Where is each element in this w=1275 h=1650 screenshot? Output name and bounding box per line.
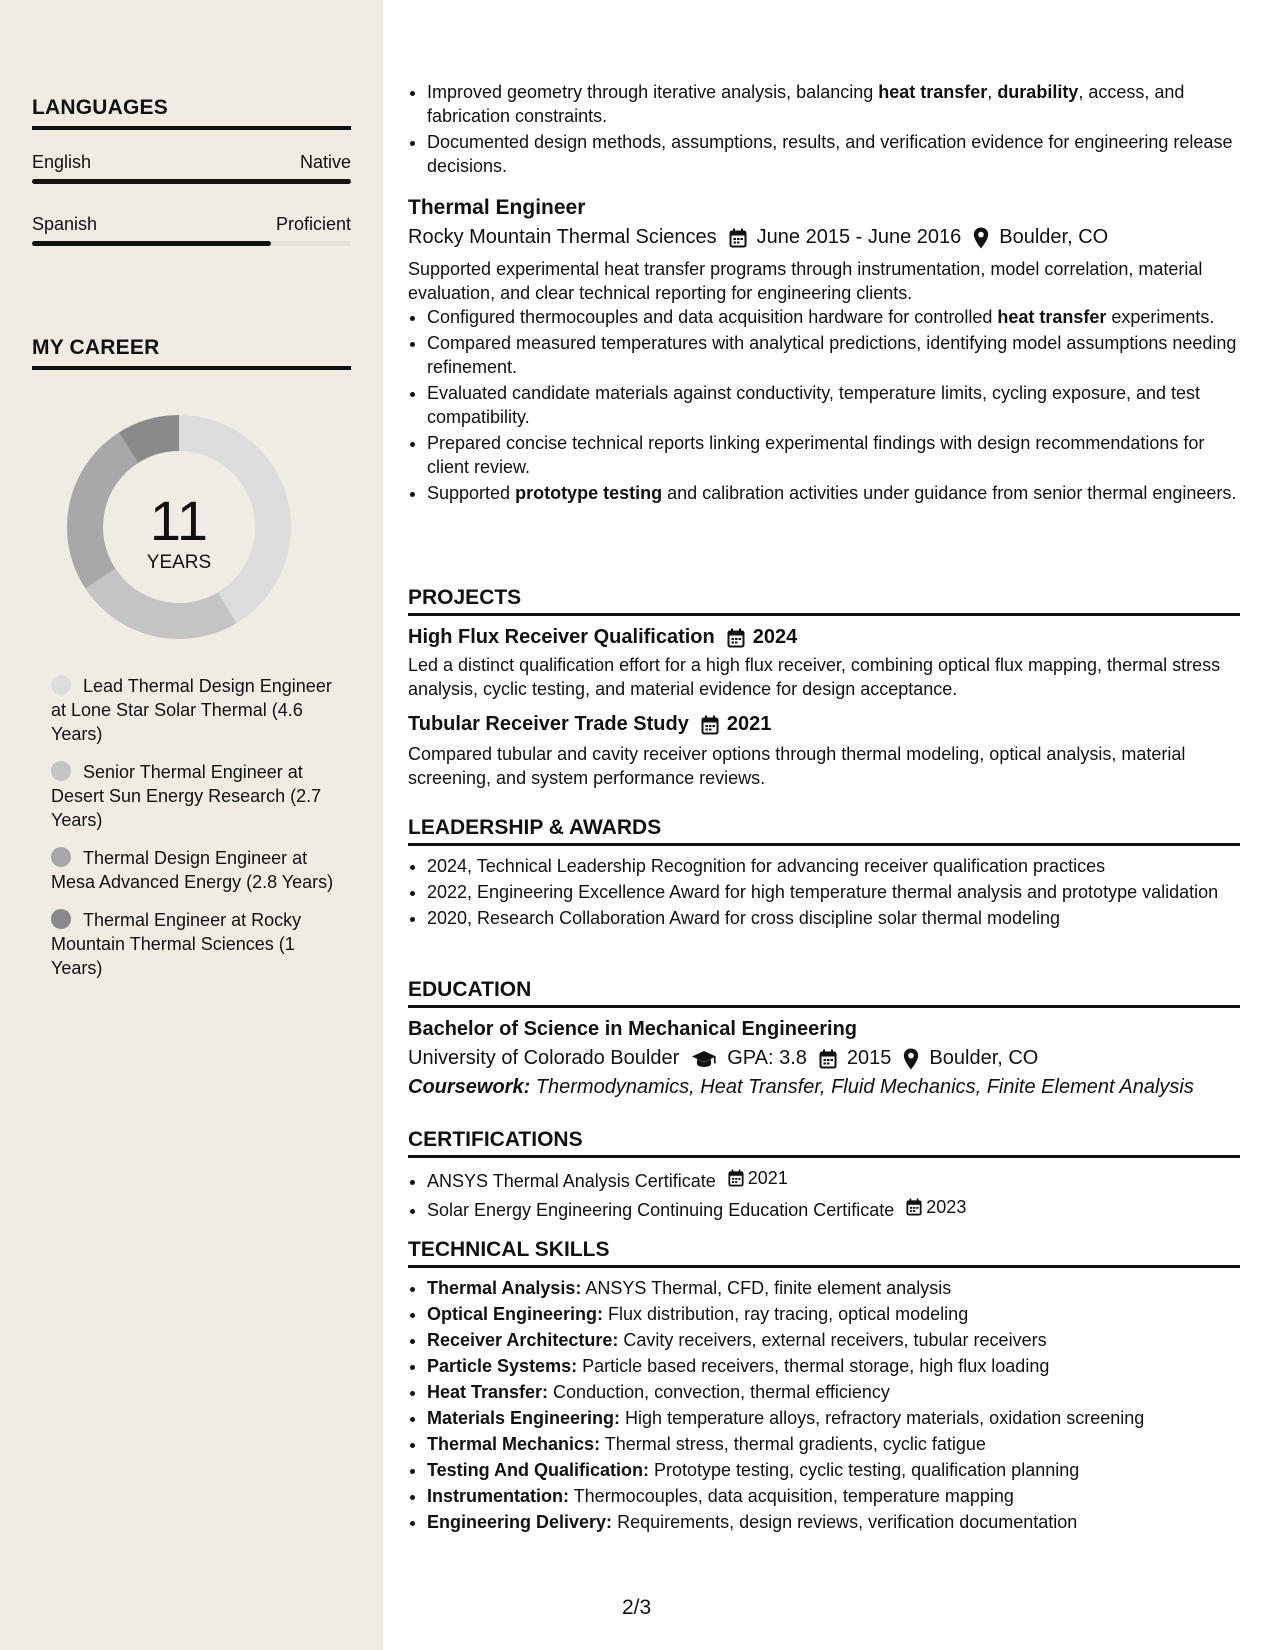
school-location: Boulder, CO <box>929 1047 1039 1069</box>
list-item <box>427 1276 1240 1300</box>
career-legend-label: Lead Thermal Design Engineer at Lone Star Solar Thermal (4.6 Years) <box>51 676 332 744</box>
language-level: Proficient <box>275 214 351 234</box>
career-legend-label: Senior Thermal Engineer at Desert Sun Energy Research (2.7 Years) <box>51 762 322 830</box>
calendar-icon <box>701 715 719 735</box>
language-bar-fill <box>32 241 271 246</box>
school-name: University of Colorado Boulder <box>408 1047 680 1069</box>
location-pin-icon <box>903 1048 919 1070</box>
language-name: Spanish <box>32 214 98 234</box>
project-title-row <box>408 713 1240 736</box>
career-donut-svg <box>32 412 351 642</box>
career-legend-item <box>51 846 341 894</box>
list-item: • 2024, Technical Leadership Recognition for advancing receiver qualification practices <box>427 854 1240 878</box>
cert-year: 2021 <box>747 1168 788 1188</box>
project-description: Compared tubular and cavity receiver options through thermal modeling, optical analysis, material screening, and system performance reviews. <box>408 744 1186 788</box>
calendar-icon <box>729 228 747 248</box>
bullet-text: Improved geometry through iterative analysis, balancing <box>427 82 879 102</box>
bullet-text: Configured thermocouples and data acquisition hardware for controlled <box>427 307 998 327</box>
list-item <box>427 1510 1240 1534</box>
coursework-label: Coursework: <box>408 1076 531 1098</box>
skill-value: High temperature alloys, refractory materials, oxidation screening <box>620 1408 1145 1428</box>
skill-label: Materials Engineering: <box>427 1408 621 1428</box>
list-item <box>427 1195 1240 1222</box>
career-total: 11 <box>149 489 209 552</box>
skill-value: Cavity receivers, external receivers, tubular receivers <box>618 1330 1047 1350</box>
cert-year: 2023 <box>926 1197 967 1217</box>
list-item <box>427 1328 1240 1352</box>
legend-dot-icon <box>51 761 71 781</box>
skill-label: Receiver Architecture: <box>427 1330 619 1350</box>
project-year: 2021 <box>726 713 772 735</box>
language-level: Native <box>299 152 351 172</box>
skills-heading: TECHNICAL SKILLS <box>408 1238 1240 1268</box>
certifications-section <box>408 1128 1240 1224</box>
certifications-heading: CERTIFICATIONS <box>408 1128 1240 1158</box>
career-donut-chart <box>32 412 351 642</box>
calendar-icon <box>727 628 745 648</box>
skill-value: Particle based receivers, thermal storage, high flux loading <box>577 1356 1050 1376</box>
career-legend <box>51 674 341 994</box>
project-title: Tubular Receiver Trade Study <box>408 713 689 735</box>
job-entry <box>408 196 1240 507</box>
career-unit: YEARS <box>146 552 212 573</box>
language-name: English <box>32 152 92 172</box>
legend-dot-icon <box>51 847 71 867</box>
skill-label: Thermal Mechanics: <box>427 1434 601 1454</box>
coursework-list: Thermodynamics, Heat Transfer, Fluid Mechanics, Finite Element Analysis <box>530 1076 1194 1098</box>
project-year: 2024 <box>752 626 798 648</box>
list-item <box>427 1432 1240 1456</box>
job-title: Thermal Engineer <box>408 196 586 219</box>
list-item <box>427 1406 1240 1430</box>
previous-job-bullets <box>408 80 1240 180</box>
skill-label: Optical Engineering: <box>427 1304 604 1324</box>
bullet-bold: durability <box>997 82 1079 102</box>
list-item <box>427 1380 1240 1404</box>
language-bar <box>32 241 351 246</box>
skill-label: Particle Systems: <box>427 1356 578 1376</box>
calendar-icon <box>728 1169 744 1187</box>
project-title: High Flux Receiver Qualification <box>408 626 715 648</box>
education-meta <box>408 1047 1240 1070</box>
leadership-section <box>408 816 1240 932</box>
skill-value: Thermal stress, thermal gradients, cyclic fatigue <box>600 1434 986 1454</box>
skills-section <box>408 1238 1240 1536</box>
job-meta <box>408 226 1240 249</box>
language-bar-fill <box>32 179 351 184</box>
job-dates: June 2015 - June 2016 <box>756 226 962 248</box>
list-item <box>427 1354 1240 1378</box>
career-legend-label: Thermal Engineer at Rocky Mountain Thermal Sciences (1 Years) <box>51 910 302 978</box>
list-item <box>427 80 1240 128</box>
job-summary: Supported experimental heat transfer programs through instrumentation, model correlation, material evaluation, and clear technical reporting for engineering clients. <box>408 259 1203 303</box>
list-item <box>427 1484 1240 1508</box>
list-item <box>427 305 1240 329</box>
career-legend-item <box>51 760 341 832</box>
job-location: Boulder, CO <box>999 226 1109 248</box>
languages-heading: LANGUAGES <box>32 96 351 130</box>
donut-segment <box>85 569 236 639</box>
legend-dot-icon <box>51 909 71 929</box>
skill-label: Instrumentation: <box>427 1486 569 1506</box>
location-pin-icon <box>973 227 989 249</box>
leadership-heading: LEADERSHIP & AWARDS <box>408 816 1240 846</box>
language-item <box>32 214 351 246</box>
project-description: Led a distinct qualification effort for a high flux receiver, combining optical flux mapping, thermal stress analysis, cyclic testing, and material evidence for design acceptance. <box>408 655 1221 699</box>
list-item <box>427 1302 1240 1326</box>
list-item <box>427 481 1240 505</box>
list-item <box>427 1166 1240 1193</box>
list-item: • 2020, Research Collaboration Award for cross discipline solar thermal modeling <box>427 906 1240 930</box>
bullet-text: experiments. <box>1106 307 1215 327</box>
skill-label: Thermal Analysis: <box>427 1278 582 1298</box>
skill-value: ANSYS Thermal, CFD, finite element analysis <box>581 1278 952 1298</box>
projects-section <box>408 586 1240 790</box>
list-item: • Prepared concise technical reports linking experimental findings with design recommendations for client review. <box>427 431 1240 479</box>
bullet-text: , access, and fabrication constraints. <box>427 82 1185 126</box>
bullet-text: and calibration activities under guidance from senior thermal engineers. <box>662 483 1237 503</box>
graduation-year: 2015 <box>846 1047 892 1069</box>
legend-dot-icon <box>51 675 71 695</box>
skill-value: Flux distribution, ray tracing, optical modeling <box>603 1304 969 1324</box>
career-legend-item <box>51 908 341 980</box>
gpa: GPA: 3.8 <box>727 1047 807 1069</box>
education-heading: EDUCATION <box>408 978 1240 1008</box>
donut-segment <box>67 432 138 588</box>
skill-value: Requirements, design reviews, verification documentation <box>612 1512 1078 1532</box>
list-item <box>427 1458 1240 1482</box>
calendar-icon <box>906 1198 922 1216</box>
languages-section <box>32 96 351 246</box>
skill-value: Thermocouples, data acquisition, temperature mapping <box>569 1486 1014 1506</box>
sidebar <box>0 0 383 1650</box>
bullet-bold: heat transfer <box>997 307 1107 327</box>
language-bar <box>32 179 351 184</box>
bullet-text: Documented design methods, assumptions, results, and verification evidence for engineering release decisions. <box>427 132 1233 176</box>
list-item: • Compared measured temperatures with analytical predictions, identifying model assumptions needing refinement. <box>427 331 1240 379</box>
graduation-cap-icon <box>691 1050 717 1068</box>
career-heading: MY CAREER <box>32 336 351 370</box>
list-item: • 2022, Engineering Excellence Award for high temperature thermal analysis and prototype validation <box>427 880 1240 904</box>
language-item <box>32 152 351 184</box>
cert-name: Solar Energy Engineering Continuing Education Certificate <box>427 1200 895 1220</box>
education-section <box>408 978 1240 1099</box>
bullet-bold: prototype testing <box>515 483 663 503</box>
page-number: 2/3 <box>622 1596 652 1619</box>
project-title-row <box>408 626 1240 649</box>
bullet-bold: heat transfer <box>878 82 988 102</box>
skill-label: Engineering Delivery: <box>427 1512 613 1532</box>
cert-name: ANSYS Thermal Analysis Certificate <box>427 1171 716 1191</box>
coursework <box>408 1076 1240 1099</box>
bullet-text: , <box>987 82 998 102</box>
job-company: Rocky Mountain Thermal Sciences <box>408 226 717 248</box>
list-item <box>427 130 1240 178</box>
list-item: • Evaluated candidate materials against conductivity, temperature limits, cycling exposure, and test compatibility. <box>427 381 1240 429</box>
calendar-icon <box>819 1049 837 1069</box>
skill-value: Prototype testing, cyclic testing, qualification planning <box>649 1460 1080 1480</box>
skill-value: Conduction, convection, thermal efficiency <box>548 1382 890 1402</box>
career-legend-label: Thermal Design Engineer at Mesa Advanced Energy (2.8 Years) <box>51 848 334 892</box>
bullet-text: Supported <box>427 483 516 503</box>
degree-title: Bachelor of Science in Mechanical Engineering <box>408 1018 858 1040</box>
projects-heading: PROJECTS <box>408 586 1240 616</box>
career-legend-item <box>51 674 341 746</box>
skill-label: Testing And Qualification: <box>427 1460 649 1480</box>
skill-label: Heat Transfer: <box>427 1382 549 1402</box>
career-section <box>32 336 351 370</box>
